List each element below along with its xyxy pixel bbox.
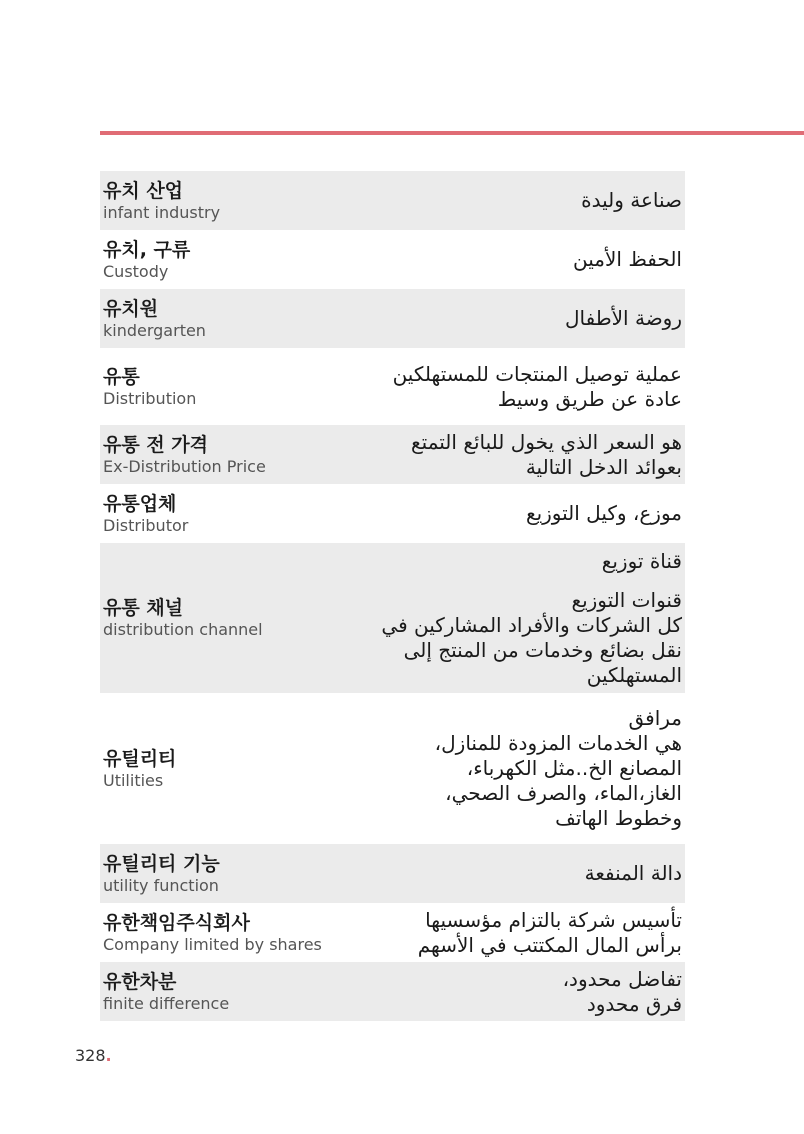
english-term: finite difference [103,993,230,1013]
english-term: Utilities [103,770,164,790]
english-term: Distributor [103,515,189,535]
korean-term: 유틸리티 [103,747,177,770]
korean-term: 유치 산업 [103,179,184,202]
table-row [100,903,685,962]
korean-term: 유틸리티 기능 [103,852,220,875]
korean-term: 유통 채널 [103,597,184,619]
korean-term: 유통 전 가격 [103,433,208,456]
table-row [100,425,685,484]
english-term: distribution channel [103,620,263,639]
english-term: infant industry [103,202,221,222]
english-term: Ex-Distribution Price [103,456,266,476]
arabic-term: قناة توزيع قنوات التوزيع كل الشركات والأفراد المشاركين في نقل بضائع وخدمات من المنتج إلى المستهلكين [381,548,682,687]
table-row [100,171,685,230]
arabic-term: تفاضل محدود، فرق محدود [562,966,682,1016]
korean-term: 유통 [103,365,140,388]
korean-term: 유통업체 [103,492,177,515]
table-row [100,543,685,693]
arabic-term: تأسيس شركة بالتزام مؤسسيها برأس المال المكتتب في الأسهم [417,907,682,957]
table-row [100,484,685,543]
table-row [100,348,685,425]
korean-term: 유치원 [103,297,159,320]
arabic-term: هو السعر الذي يخول للبائع التمتع بعوائد الدخل التالية [411,429,682,479]
english-term: utility function [103,875,219,895]
arabic-term: صناعة وليدة [581,188,682,212]
korean-term: 유한차분 [103,970,177,993]
arabic-term: روضة الأطفال [564,306,682,330]
arabic-term: عملية توصيل المنتجات للمستهلكين عادة عن طريق وسيط [392,361,682,411]
glossary-table [100,171,685,1021]
arabic-term: موزع، وكيل التوزيع [525,501,682,525]
page-number-dot: . [105,1046,112,1065]
english-term: Distribution [103,388,197,408]
table-row [100,289,685,348]
korean-term: 유한책임주식회사 [103,911,250,934]
table-row [100,844,685,903]
english-term: Company limited by shares [103,934,322,954]
table-row [100,230,685,289]
english-term: Custody [103,261,169,281]
table-row [100,962,685,1021]
arabic-term: مرافق هي الخدمات المزودة للمنازل، المصانع الخ..مثل الكهرباء، الغاز،الماء، والصرف الصحي، وخطوط الهاتف [434,706,682,830]
korean-term: 유치, 구류 [103,238,191,261]
arabic-term: الحفظ الأمين [573,247,682,271]
page-number: 328. [75,1046,112,1065]
table-row [100,693,685,844]
english-term: kindergarten [103,320,206,340]
arabic-term: دالة المنفعة [584,861,682,885]
top-accent-rule [100,131,804,135]
